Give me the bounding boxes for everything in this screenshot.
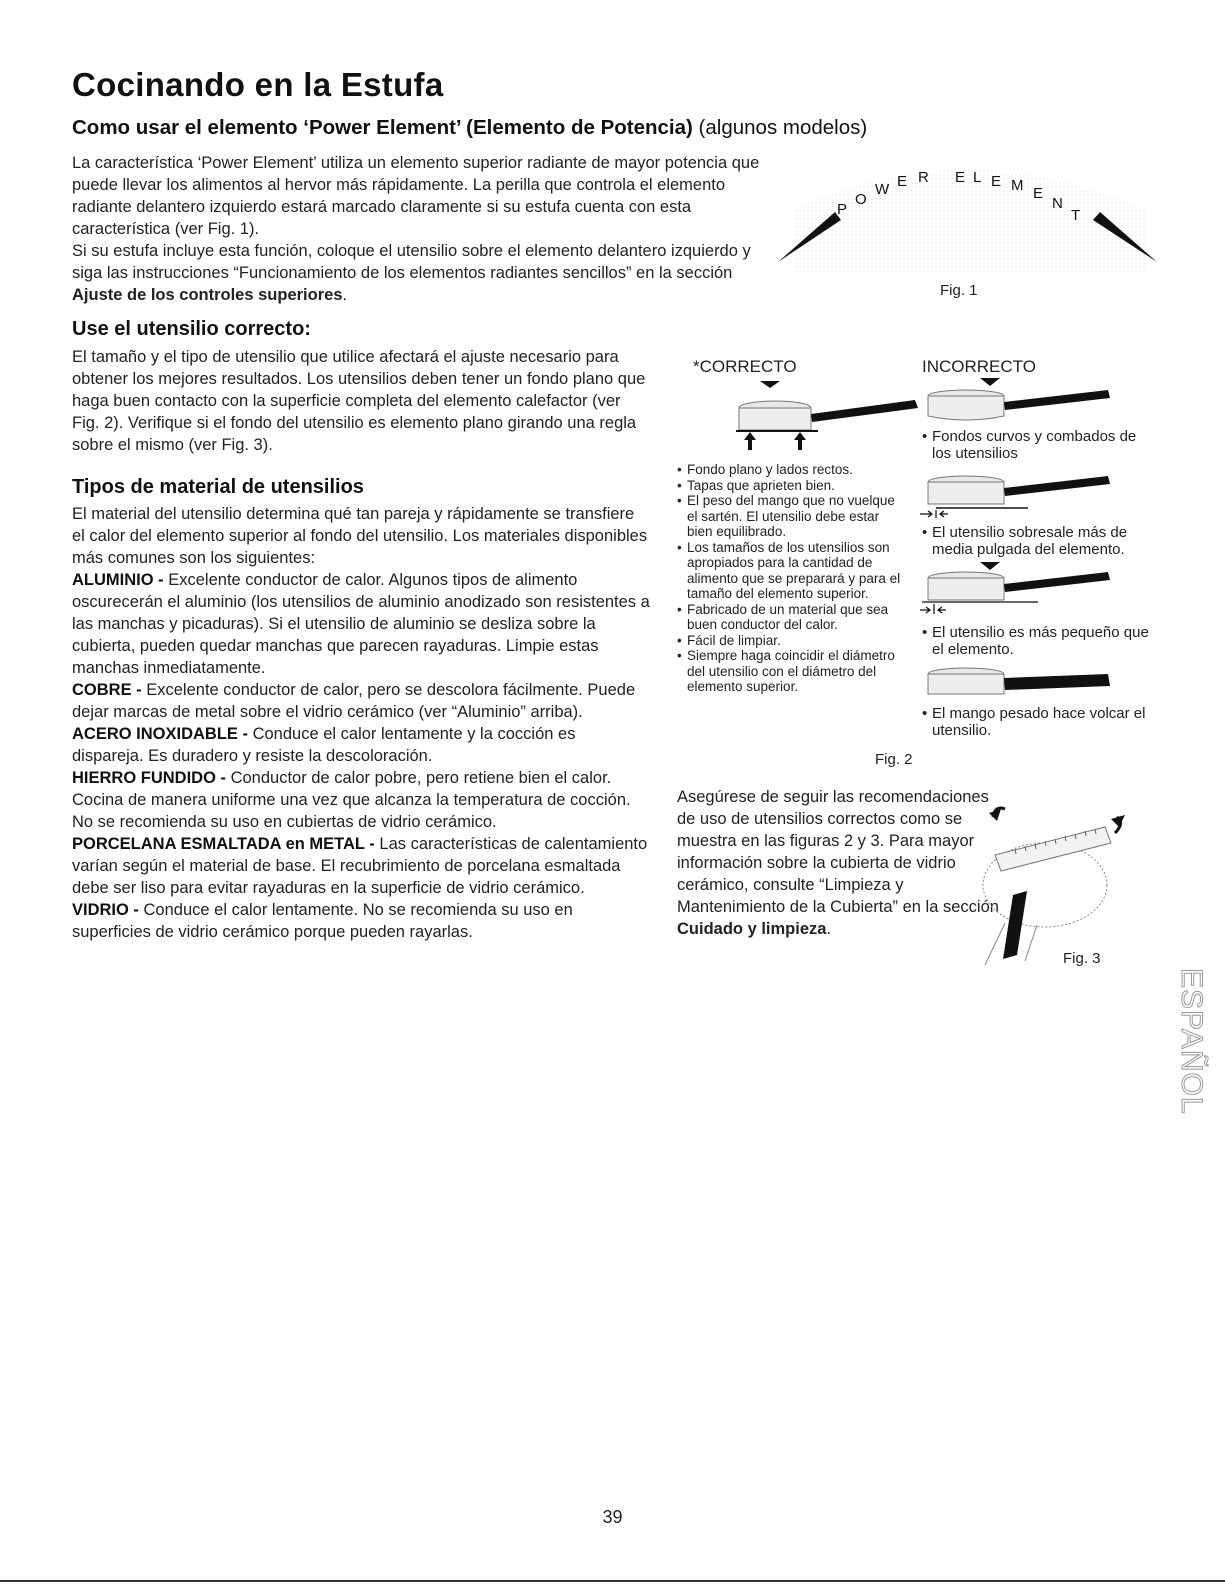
incorrect-pan-overhang <box>918 470 1118 522</box>
ruler-check-figure <box>975 795 1150 975</box>
material-desc: Excelente conductor de calor, pero se descolora fácilmente. Puede dejar marcas de metal sobre el vidrio cerámico (ver “Aluminio” arriba). <box>72 681 636 721</box>
small-pan-handle <box>1004 572 1110 592</box>
subtitle-normal: (algunos modelos) <box>692 116 868 139</box>
correct-item: • Los tamaños de los utensilios son apropiados para la cantidad de alimento que se preparará y para el tamaño del elemento superior. <box>677 540 907 602</box>
intro-paragraph-2 <box>72 240 762 306</box>
material-desc: Conduce el calor lentamente y la cocción es dispareja. Es duradero y resiste la descoloración. <box>72 725 576 765</box>
fig3-text-bold: Cuidado y limpieza <box>677 920 827 938</box>
intro-text <box>72 152 762 306</box>
intro-p2-suffix: . <box>342 286 348 304</box>
material-aluminio <box>72 569 650 679</box>
correct-arrow-left <box>744 432 756 450</box>
correct-pan-handle <box>811 400 918 422</box>
incorrect-item: • El utensilio es más pequeño que el elemento. <box>922 624 1152 658</box>
material-name: HIERRO FUNDIDO - <box>72 769 231 787</box>
material-name: VIDRIO - <box>72 901 144 919</box>
heavy-pan-body <box>928 674 1004 694</box>
material-desc: Conductor de calor pobre, pero retiene bien el calor. Cocina de manera uniforme una vez que alcanza la temperatura de cocción. No se recomienda su uso en cubiertas de vidrio cerámico. <box>72 769 631 831</box>
material-porcelana <box>72 833 650 899</box>
intro-p2-bold: Ajuste de los controles superiores <box>72 286 343 304</box>
use-utensil-text: El tamaño y el tipo de utensilio que utilice afectará el ajuste necesario para obtener los mejores resultados. Los utensilios deben tener un fondo plano que haga buen contacto con la superficie completa del elemento calefactor (ver Fig. 2). Verifique si el fondo del utensilio es elemento plano girando una regla sobre el mismo (ver Fig. 3). <box>72 348 646 454</box>
fig2-label: Fig. 2 <box>875 751 913 768</box>
material-types-heading: Tipos de material de utensilios <box>72 476 364 498</box>
material-name: ACERO INOXIDABLE - <box>72 725 253 743</box>
correct-item: • Siempre haga coincidir el diámetro del utensilio con el diámetro del elemento superior. <box>677 648 907 695</box>
incorrect-pan-curved <box>918 378 1118 426</box>
small-element-mark <box>980 562 1000 570</box>
pan-handle <box>1003 891 1027 959</box>
incorrect-item-2 <box>922 524 1152 558</box>
side-tab-text: ESPAÑOL <box>1175 968 1208 1115</box>
incorrect-item: • Fondos curvos y combados de los utensilios <box>922 428 1152 462</box>
correct-item: • Tapas que aprieten bien. <box>677 478 907 494</box>
small-dimension-arrows <box>920 604 946 614</box>
material-hierro <box>72 767 650 833</box>
bottom-divider <box>0 1580 1225 1582</box>
material-desc: Excelente conductor de calor. Algunos tipos de alimento oscurecerán el aluminio (los utensilios de aluminio anodizado son resistentes a las manchas y picaduras). Si el utensilio de aluminio se desliza sobre la cubierta, pueden quedar manchas que parecen rayaduras. Limpie estas manchas inmediatamente. <box>72 571 650 677</box>
correct-item: • Fabricado de un material que sea buen conductor del calor. <box>677 602 907 633</box>
incorrect-item: • El utensilio sobresale más de media pulgada del elemento. <box>922 524 1152 558</box>
use-utensil-heading: Use el utensilio correcto: <box>72 318 311 340</box>
page-number: 39 <box>602 1507 623 1527</box>
subtitle-bold: Como usar el elemento ‘Power Element’ (Elemento de Potencia) <box>72 116 693 139</box>
correct-arrow-right <box>794 432 806 450</box>
language-side-tab <box>1150 960 1208 1115</box>
incorrect-item: • El mango pesado hace volcar el utensilio. <box>922 705 1152 739</box>
incorrect-pan-heavy <box>918 664 1118 704</box>
correct-list <box>677 462 907 695</box>
overhang-pan-body <box>928 482 1004 504</box>
fig3-label: Fig. 3 <box>1063 950 1101 967</box>
material-desc: Las características de calentamiento varían según el material de base. El recubrimiento de porcelana esmaltada debe ser liso para evitar rayaduras en la superficie de vidrio cerámico. <box>72 835 648 897</box>
material-vidrio <box>72 899 650 943</box>
correct-item: • Fácil de limpiar. <box>677 633 907 649</box>
incorrect-element-mark <box>980 378 1000 386</box>
intro-paragraph-1: La característica ‘Power Element’ utiliza un elemento superior radiante de mayor potencia que puede llevar los alimentos al hervor más rápidamente. La perilla que controla el elemento radiante delantero izquierdo estará marcado claramente si su estufa cuenta con esta característica (ver Fig. 1). <box>72 154 760 238</box>
fig1-label: Fig. 1 <box>940 282 978 299</box>
page-title: Cocinando en la Estufa <box>72 66 444 103</box>
incorrect-item-4 <box>922 705 1152 739</box>
material-intro: El material del utensilio determina qué tan pareja y rápidamente se transfiere el calor del elemento superior al fondo del utensilio. Los materiales disponibles más comunes son los siguientes: <box>72 505 648 567</box>
incorrect-item-3 <box>922 624 1152 658</box>
material-name: PORCELANA ESMALTADA en METAL - <box>72 835 380 853</box>
material-name: ALUMINIO - <box>72 571 169 589</box>
correct-item: • Fondo plano y lados rectos. <box>677 462 907 478</box>
correct-item: • El peso del mango que no vuelque el sartén. El utensilio debe estar bien equilibrado. <box>677 493 907 540</box>
knob-dotted-area <box>795 170 1145 275</box>
overhang-dimension-arrows <box>920 510 948 518</box>
fig3-text-suffix: . <box>826 920 832 938</box>
small-pan-body <box>928 578 1004 600</box>
incorrect-title: INCORRECTO <box>922 357 1036 376</box>
section-subtitle <box>72 116 1172 140</box>
material-acero <box>72 723 650 767</box>
incorrect-pan-body <box>928 396 1004 420</box>
fig3-text <box>677 786 1007 940</box>
power-element-figure <box>775 150 1160 280</box>
incorrect-pan-small <box>918 562 1118 620</box>
intro-p2-prefix: Si su estufa incluye esta función, coloque el utensilio sobre el elemento delantero izquierdo y siga las instrucciones “Funcionamiento de los elementos radiantes sencillos” en la sección <box>72 242 751 282</box>
incorrect-pan-handle <box>1004 390 1110 410</box>
material-desc: Conduce el calor lentamente. No se recomienda su uso en superficies de vidrio cerámico porque pueden rayarlas. <box>72 901 573 941</box>
correct-title: *CORRECTO <box>693 357 797 376</box>
material-types-text <box>72 503 650 943</box>
fig3-text-prefix: Asegúrese de seguir las recomendaciones de uso de utensilios correctos como se muestra en las figuras 2 y 3. Para mayor información sobre la cubierta de vidrio cerámico, consulte “Limpieza y Mantenimiento de la Cubierta” en la sección <box>677 788 999 916</box>
correct-element-mark <box>760 381 780 388</box>
overhang-pan-handle <box>1004 476 1110 496</box>
correct-pan-figure <box>730 378 930 458</box>
incorrect-item-1 <box>922 428 1152 462</box>
material-name: COBRE - <box>72 681 147 699</box>
heavy-pan-handle <box>1004 674 1110 690</box>
correct-pan-body <box>739 408 811 430</box>
material-cobre <box>72 679 650 723</box>
knob-power-element-text: POW E R E L E M ENT <box>837 169 1081 224</box>
